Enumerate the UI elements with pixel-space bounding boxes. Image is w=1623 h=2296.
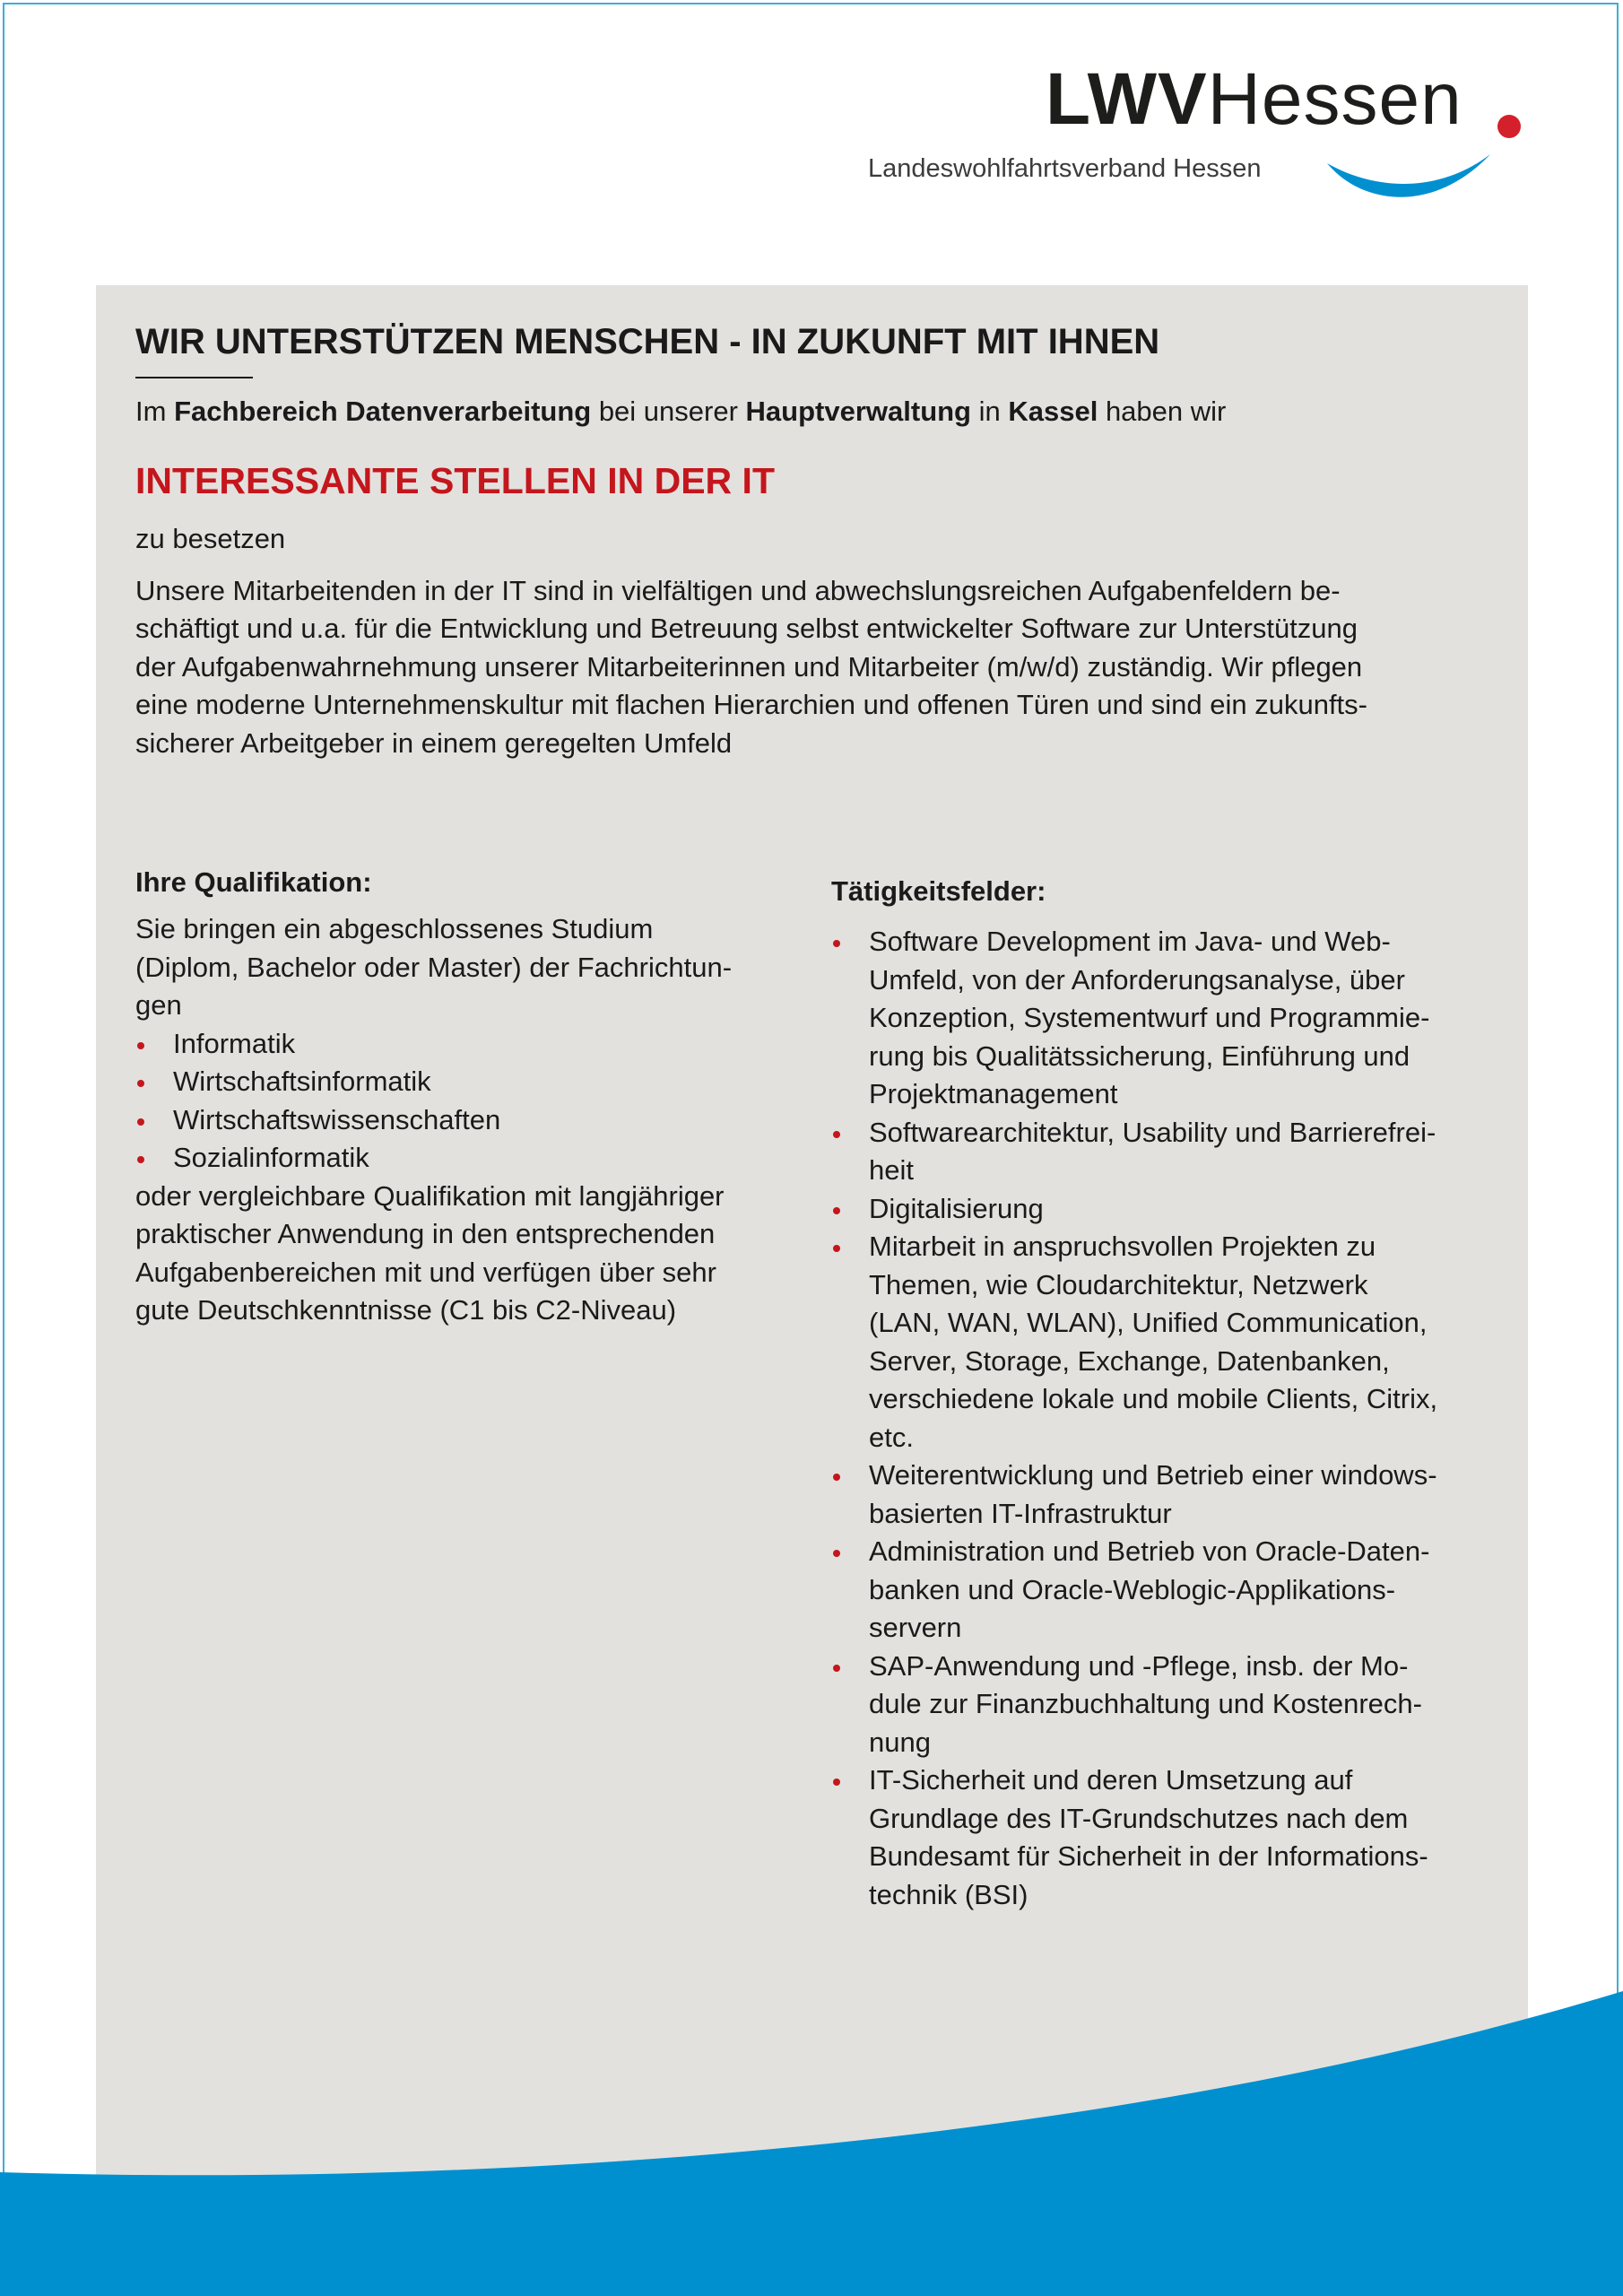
qualification-list [135, 1025, 799, 1178]
logo-dot-icon [1497, 115, 1521, 138]
bullet-icon [833, 1665, 840, 1672]
qualification-outro-line: Aufgabenbereichen mit und verfügen über sehr [135, 1256, 716, 1288]
list-item-line: Themen, wie Cloudarchitektur, Netzwerk [869, 1268, 1368, 1300]
subline: zu besetzen [135, 523, 286, 554]
qualification-outro-line: oder vergleichbare Qualifikation mit langjähriger [135, 1179, 725, 1212]
list-item-line: Weiterentwicklung und Betrieb einer windows- [869, 1459, 1437, 1491]
logo-subtitle: Landeswohlfahrtsverband Hessen [868, 154, 1262, 183]
qualification-heading: Ihre Qualifikation: [135, 866, 372, 898]
list-item-line: dule zur Finanzbuchhaltung und Kostenrech- [869, 1688, 1422, 1719]
list-item [831, 1228, 1513, 1457]
list-item-line: Softwarearchitektur, Usability und Barrierefrei- [869, 1116, 1436, 1148]
bullet-icon [833, 1245, 840, 1252]
fields-heading: Tätigkeitsfelder: [831, 875, 1046, 907]
bullet-icon [833, 1550, 840, 1557]
list-item-line: SAP-Anwendung und -Pflege, insb. der Mo- [869, 1649, 1409, 1682]
bullet-icon [833, 940, 840, 947]
list-item [831, 1190, 1513, 1229]
bullet-icon [137, 1080, 144, 1087]
list-item-line: verschiedene lokale und mobile Clients, Citrix, [869, 1383, 1438, 1414]
list-item-line: heit [869, 1154, 914, 1186]
list-item-line: basierten IT-Infrastruktur [869, 1497, 1172, 1529]
list-item: Informatik [135, 1025, 799, 1064]
list-item [831, 923, 1513, 1114]
list-item: Sozialinformatik [135, 1139, 799, 1178]
list-item-line: Bundesamt für Sicherheit in der Informations- [869, 1840, 1428, 1872]
blue-wave-decoration [0, 1973, 1623, 2296]
list-item [831, 1457, 1513, 1533]
list-item [831, 1761, 1513, 1914]
list-item [831, 1114, 1513, 1190]
list-item-line: Grundlage des IT-Grundschutzes nach dem [869, 1802, 1409, 1834]
description-line: der Aufgabenwahrnehmung unserer Mitarbeiterinnen und Mitarbeiter (m/w/d) zuständig. Wir pflegen [135, 650, 1363, 683]
description [135, 572, 1498, 762]
description-line: sicherer Arbeitgeber in einem geregelten Umfeld [135, 726, 733, 759]
list-item-line: rung bis Qualitätssicherung, Einführung und [869, 1039, 1410, 1072]
bullet-icon [137, 1118, 144, 1126]
bullet-icon [833, 1474, 840, 1481]
qualification-intro-line: (Diplom, Bachelor oder Master) der Fachrichtun- [135, 951, 733, 983]
list-item-line: Server, Storage, Exchange, Datenbanken, [869, 1344, 1390, 1377]
qualification-outro-line: gute Deutschkenntnisse (C1 bis C2-Niveau) [135, 1294, 677, 1326]
qualification-section [135, 864, 799, 1330]
list-item-line: servern [869, 1612, 962, 1643]
list-item-line: IT-Sicherheit und deren Umsetzung auf [869, 1764, 1353, 1796]
list-item: Wirtschaftsinformatik [135, 1063, 799, 1101]
list-item: Wirtschaftswissenschaften [135, 1101, 799, 1140]
fields-list [831, 923, 1513, 1914]
lwv-hessen-logo [861, 54, 1542, 215]
headline: INTERESSANTE STELLEN IN DER IT [135, 460, 775, 501]
list-item-line: banken und Oracle-Weblogic-Applikations- [869, 1573, 1396, 1605]
bullet-icon [833, 1207, 840, 1214]
page-title: WIR UNTERSTÜTZEN MENSCHEN - IN ZUKUNFT MIT IHNEN [135, 322, 1160, 361]
list-item-line: Projektmanagement [869, 1078, 1118, 1109]
intro-line: Im Fachbereich Datenverarbeitung bei unserer Hauptverwaltung in Kassel haben wir [135, 396, 1227, 427]
list-item-line: (LAN, WAN, WLAN), Unified Communication, [869, 1307, 1428, 1338]
list-item-line: Mitarbeit in anspruchsvollen Projekten zu [869, 1231, 1376, 1262]
list-item-line: etc. [869, 1421, 914, 1453]
list-item-line: Software Development im Java- und Web- [869, 926, 1391, 957]
list-item-line: nung [869, 1726, 931, 1758]
job-ad-content [135, 319, 1498, 762]
logo-swoosh-icon [1327, 133, 1506, 213]
bullet-icon [137, 1156, 144, 1163]
list-item-line: Konzeption, Systementwurf und Programmie- [869, 1002, 1430, 1033]
qualification-intro-line: gen [135, 989, 182, 1021]
list-item-line: Umfeld, von der Anforderungsanalyse, über [869, 963, 1405, 996]
description-line: Unsere Mitarbeitenden in der IT sind in vielfältigen und abwechslungsreichen Aufgabenfeldern be- [135, 575, 1341, 606]
list-item-line: Administration und Betrieb von Oracle-Daten- [869, 1535, 1430, 1567]
bullet-icon [137, 1042, 144, 1049]
bullet-icon [833, 1779, 840, 1786]
fields-section [831, 873, 1513, 1914]
qualification-intro-line: Sie bringen ein abgeschlossenes Studium [135, 913, 654, 944]
list-item [831, 1533, 1513, 1648]
list-item-line: technik (BSI) [869, 1878, 1028, 1910]
logo-wordmark: LWVHessen [1046, 58, 1462, 140]
qualification-outro-line: praktischer Anwendung in den entsprechenden [135, 1218, 716, 1249]
description-line: eine moderne Unternehmenskultur mit flachen Hierarchien und offenen Türen und sind ein zukunfts- [135, 689, 1367, 721]
list-item-line: Digitalisierung [869, 1192, 1044, 1224]
bullet-icon [833, 1131, 840, 1138]
title-underline [135, 377, 253, 378]
description-line: schäftigt und u.a. für die Entwicklung und Betreuung selbst entwickelter Software zur Unterstützung [135, 613, 1358, 645]
list-item [831, 1648, 1513, 1762]
